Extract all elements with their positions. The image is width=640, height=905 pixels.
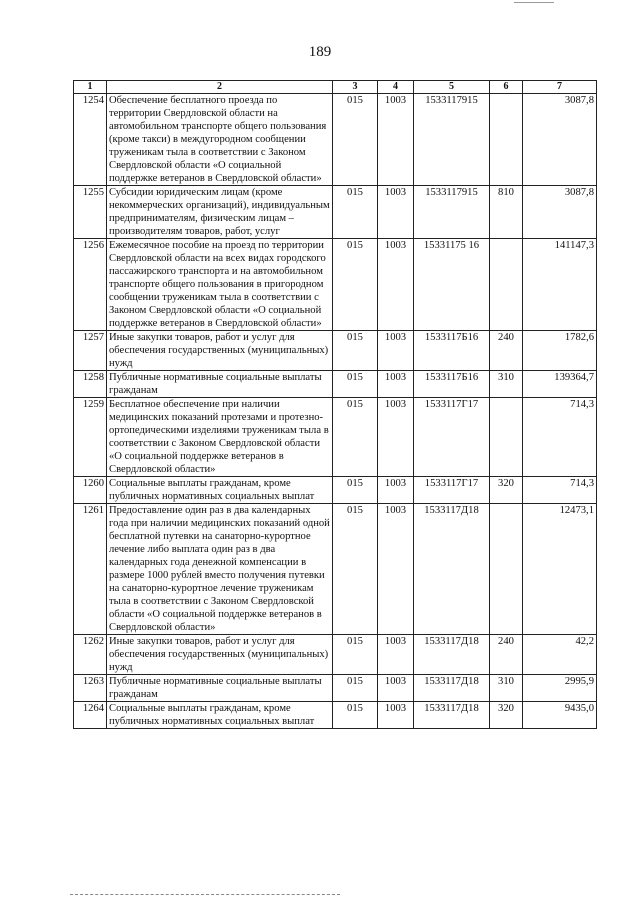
row-code-4: 1003 <box>378 477 414 504</box>
row-code-5: 1533117915 <box>414 94 490 186</box>
row-code-6 <box>490 504 523 635</box>
row-code-6 <box>490 239 523 331</box>
table-row <box>74 635 597 675</box>
row-code-4: 1003 <box>378 702 414 729</box>
row-name: Субсидии юридическим лицам (кроме некоммерческих организаций), индивидуальным предпринимателям, физическим лицам – производителям товаров, работ, услуг <box>107 186 333 239</box>
row-code-6: 240 <box>490 635 523 675</box>
row-sum: 3087,8 <box>523 94 597 186</box>
row-number: 1263 <box>74 675 107 702</box>
row-name: Иные закупки товаров, работ и услуг для обеспечения государственных (муниципальных) нужд <box>107 635 333 675</box>
row-sum: 9435,0 <box>523 702 597 729</box>
row-code-4: 1003 <box>378 398 414 477</box>
row-code-5: 1533117Г17 <box>414 398 490 477</box>
table-row <box>74 398 597 477</box>
row-code-6: 240 <box>490 331 523 371</box>
row-code-5: 15331175 16 <box>414 239 490 331</box>
row-code-5: 1533117Д18 <box>414 675 490 702</box>
row-name: Иные закупки товаров, работ и услуг для обеспечения государственных (муниципальных) нужд <box>107 331 333 371</box>
row-name: Обеспечение бесплатного проезда по территории Свердловской области на автомобильном транспорте общего пользования (кроме такси) в междугородном сообщении труженикам тыла в соответствии с Законом Свердловской области «О социальной поддержке ветеранов в Свердловской области» <box>107 94 333 186</box>
row-sum: 139364,7 <box>523 371 597 398</box>
row-code-5: 1533117Б16 <box>414 331 490 371</box>
row-sum: 2995,9 <box>523 675 597 702</box>
row-code-3: 015 <box>333 371 378 398</box>
row-number: 1257 <box>74 331 107 371</box>
row-sum: 714,3 <box>523 398 597 477</box>
header-col-2: 2 <box>107 81 333 94</box>
row-number: 1262 <box>74 635 107 675</box>
row-code-3: 015 <box>333 477 378 504</box>
row-code-3: 015 <box>333 398 378 477</box>
row-code-4: 1003 <box>378 331 414 371</box>
row-number: 1264 <box>74 702 107 729</box>
row-number: 1260 <box>74 477 107 504</box>
row-name: Ежемесячное пособие на проезд по территории Свердловской области на всех видах городского пассажирского транспорта и на автомобильном транспорте общего пользования в пригородном сообщении труженикам тыла в соответствии с Законом Свердловской области «О социальной поддержке ветеранов в Свердловской области» <box>107 239 333 331</box>
header-col-7: 7 <box>523 81 597 94</box>
row-name: Социальные выплаты гражданам, кроме публичных нормативных социальных выплат <box>107 702 333 729</box>
row-code-3: 015 <box>333 186 378 239</box>
row-name: Социальные выплаты гражданам, кроме публичных нормативных социальных выплат <box>107 477 333 504</box>
header-col-3: 3 <box>333 81 378 94</box>
budget-table <box>73 80 597 729</box>
row-code-5: 1533117Б16 <box>414 371 490 398</box>
row-code-5: 1533117Д18 <box>414 635 490 675</box>
table-row <box>74 331 597 371</box>
table-row <box>74 702 597 729</box>
row-code-4: 1003 <box>378 635 414 675</box>
row-code-3: 015 <box>333 239 378 331</box>
header-col-5: 5 <box>414 81 490 94</box>
scan-bottom-line <box>70 894 340 895</box>
table-row <box>74 477 597 504</box>
row-code-6: 320 <box>490 477 523 504</box>
scan-edge-mark <box>514 2 554 3</box>
row-number: 1261 <box>74 504 107 635</box>
row-number: 1256 <box>74 239 107 331</box>
row-code-6 <box>490 94 523 186</box>
table-row <box>74 371 597 398</box>
row-code-6 <box>490 398 523 477</box>
row-code-3: 015 <box>333 675 378 702</box>
header-col-6: 6 <box>490 81 523 94</box>
row-code-3: 015 <box>333 635 378 675</box>
row-code-6: 810 <box>490 186 523 239</box>
row-code-5: 1533117915 <box>414 186 490 239</box>
row-name: Бесплатное обеспечение при наличии медицинских показаний протезами и протезно-ортопедическими изделиями труженикам тыла в соответствии с Законом Свердловской области «О социальной поддержке ветеранов в Свердловской области» <box>107 398 333 477</box>
row-name: Публичные нормативные социальные выплаты гражданам <box>107 371 333 398</box>
header-col-4: 4 <box>378 81 414 94</box>
row-code-4: 1003 <box>378 675 414 702</box>
row-code-4: 1003 <box>378 94 414 186</box>
table-header-row <box>74 81 597 94</box>
row-sum: 1782,6 <box>523 331 597 371</box>
row-code-6: 310 <box>490 675 523 702</box>
row-code-3: 015 <box>333 331 378 371</box>
page-number: 189 <box>308 44 332 60</box>
row-sum: 12473,1 <box>523 504 597 635</box>
row-number: 1254 <box>74 94 107 186</box>
row-code-3: 015 <box>333 702 378 729</box>
row-sum: 141147,3 <box>523 239 597 331</box>
row-number: 1259 <box>74 398 107 477</box>
row-name: Предоставление один раз в два календарных года при наличии медицинских показаний одной бесплатной путевки на санаторно-курортное лечение либо выплата один раз в два календарных года денежной компенсации в размере 1000 рублей вместо получения путевки на санаторно-курортное лечение труженикам тыла в соответствии с Законом Свердловской области «О социальной поддержке ветеранов в Свердловской области» <box>107 504 333 635</box>
row-code-6: 320 <box>490 702 523 729</box>
row-code-5: 1533117Д18 <box>414 702 490 729</box>
row-sum: 42,2 <box>523 635 597 675</box>
row-code-5: 1533117Г17 <box>414 477 490 504</box>
row-number: 1258 <box>74 371 107 398</box>
row-number: 1255 <box>74 186 107 239</box>
row-sum: 3087,8 <box>523 186 597 239</box>
row-code-5: 1533117Д18 <box>414 504 490 635</box>
row-sum: 714,3 <box>523 477 597 504</box>
row-code-4: 1003 <box>378 186 414 239</box>
row-code-3: 015 <box>333 504 378 635</box>
table-row <box>74 186 597 239</box>
header-col-1: 1 <box>74 81 107 94</box>
row-code-4: 1003 <box>378 504 414 635</box>
table-row <box>74 239 597 331</box>
table-row <box>74 504 597 635</box>
table-row <box>74 675 597 702</box>
row-code-6: 310 <box>490 371 523 398</box>
row-name: Публичные нормативные социальные выплаты гражданам <box>107 675 333 702</box>
table-row <box>74 94 597 186</box>
row-code-4: 1003 <box>378 239 414 331</box>
row-code-4: 1003 <box>378 371 414 398</box>
row-code-3: 015 <box>333 94 378 186</box>
